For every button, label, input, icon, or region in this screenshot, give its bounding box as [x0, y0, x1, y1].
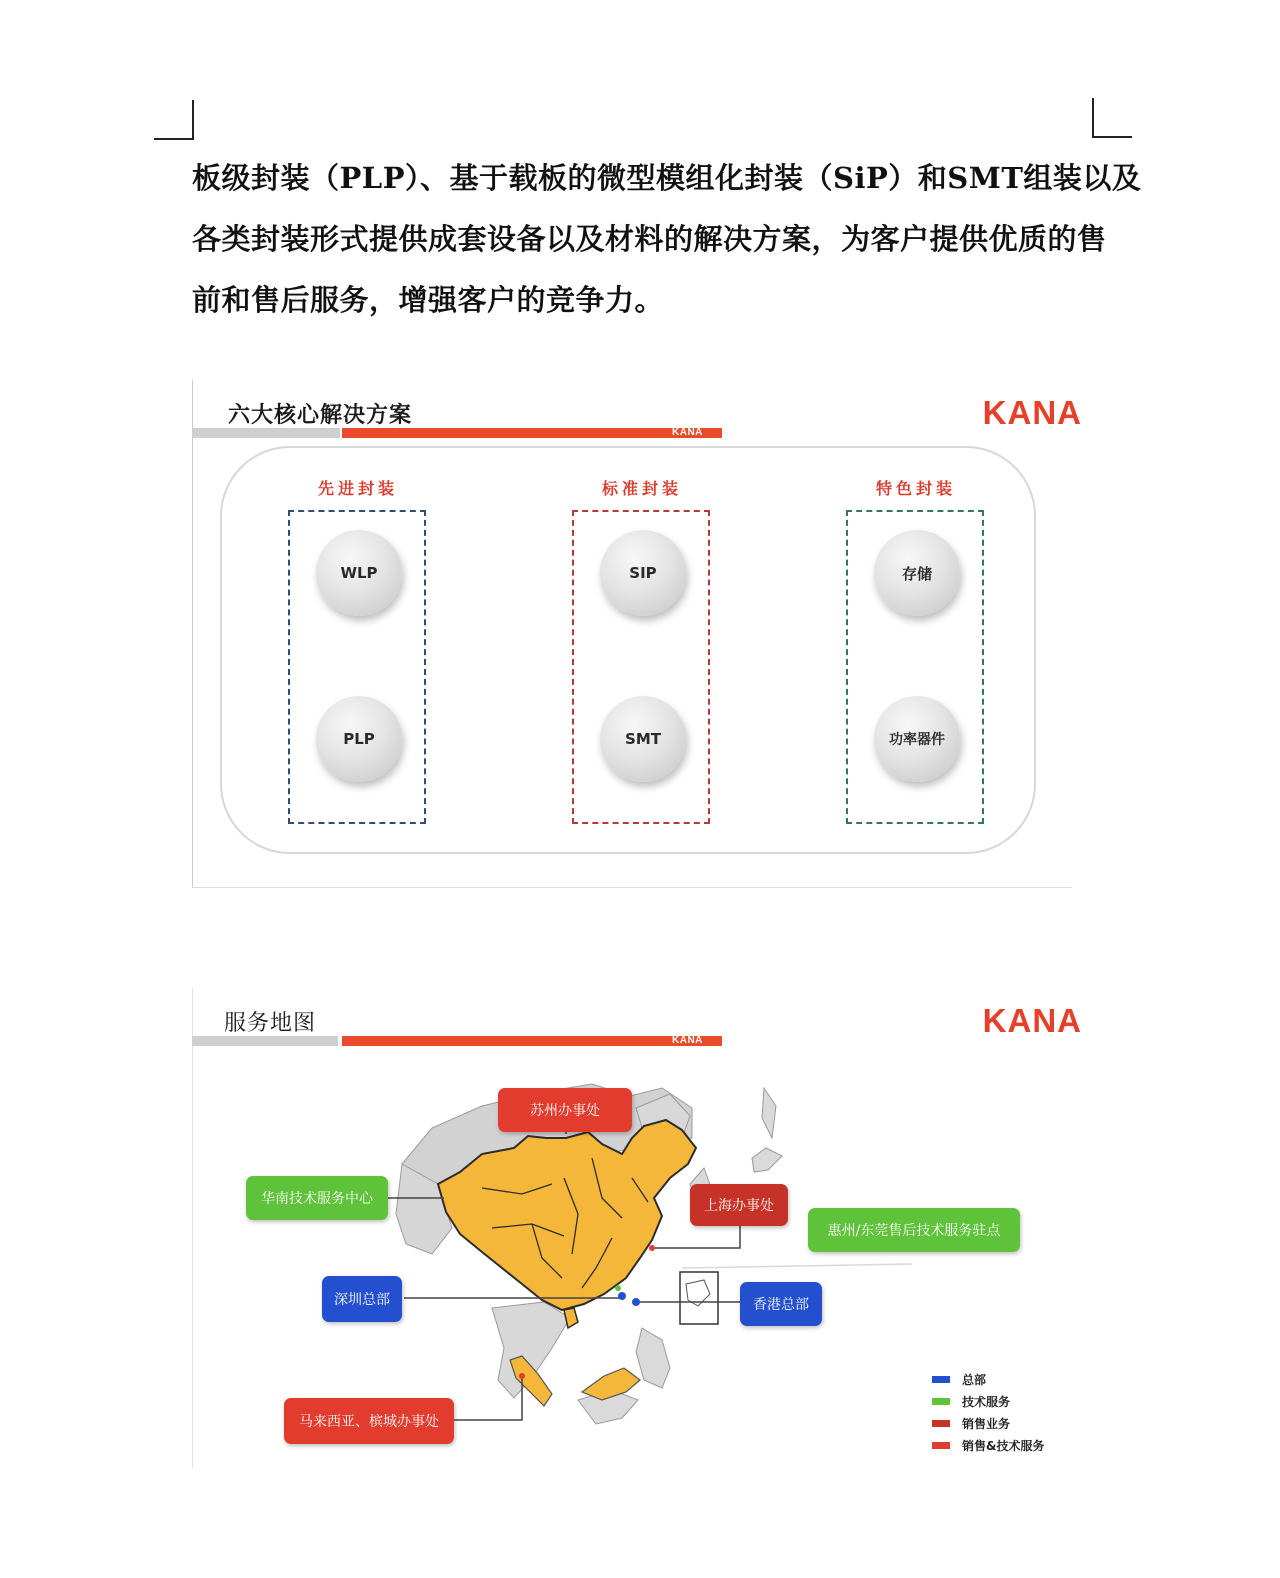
location-dot	[618, 1292, 626, 1300]
group-box-advanced	[288, 510, 426, 824]
label-suzhou-office: 苏州办事处	[498, 1088, 632, 1132]
body-paragraph	[192, 150, 1142, 333]
bar-logo-tag: KANA	[672, 427, 703, 438]
slide-title: 服务地图	[224, 1011, 317, 1036]
legend-item	[932, 1390, 1044, 1412]
solution-ball-sip: SIP	[600, 530, 686, 616]
label-huizhou-dongguan-service: 惠州/东莞售后技术服务驻点	[808, 1208, 1020, 1252]
legend-swatch	[932, 1376, 950, 1383]
legend-label: 总部	[962, 1372, 987, 1387]
legend-item	[932, 1412, 1044, 1434]
solution-ball-storage: 存储	[874, 530, 960, 616]
paragraph-line: 各类封装形式提供成套设备以及材料的解决方案，为客户提供优质的售	[192, 222, 1107, 256]
legend-swatch	[932, 1420, 950, 1427]
kana-logo: KANA	[982, 394, 1082, 431]
paragraph-line: 板级封装（PLP）、基于载板的微型模组化封装（SiP）和SMT组装以及	[192, 161, 1142, 195]
core-solutions-slide	[192, 380, 1082, 888]
location-dot	[615, 1285, 621, 1291]
neighbor-land	[636, 1328, 670, 1388]
legend-swatch	[932, 1442, 950, 1449]
legend-swatch	[932, 1398, 950, 1405]
group-title-advanced: 先进封装	[317, 479, 398, 498]
solution-ball-plp: PLP	[316, 696, 402, 782]
slide-border	[192, 380, 193, 888]
location-dot	[649, 1245, 655, 1251]
kana-logo: KANA	[982, 1002, 1082, 1039]
bar-logo-tag: KANA	[672, 1035, 703, 1046]
neighbor-land	[752, 1148, 782, 1172]
crop-mark-top-left	[154, 100, 194, 140]
label-shenzhen-hq: 深圳总部	[322, 1276, 402, 1322]
solution-ball-smt: SMT	[600, 696, 686, 782]
faint-divider	[682, 1264, 912, 1268]
label-malaysia-penang-office: 马来西亚、槟城办事处	[284, 1398, 454, 1444]
legend-label: 销售业务	[962, 1416, 1011, 1431]
paragraph-line: 前和售后服务，增强客户的竞争力。	[192, 283, 665, 317]
crop-mark-top-right	[1092, 98, 1132, 138]
group-box-special	[846, 510, 984, 824]
malaysia-region	[582, 1368, 640, 1400]
title-bar-red	[342, 428, 722, 438]
legend-item	[932, 1434, 1044, 1456]
location-dot	[632, 1298, 640, 1306]
group-title-standard: 标准封装	[601, 479, 682, 498]
connector-line	[652, 1224, 740, 1248]
neighbor-land	[762, 1088, 776, 1138]
slide-border	[192, 887, 1072, 888]
map-legend	[932, 1368, 1044, 1456]
service-map-slide	[192, 988, 1082, 1468]
label-shanghai-office: 上海办事处	[690, 1184, 788, 1226]
label-huanan-tech-center: 华南技术服务中心	[246, 1176, 388, 1220]
inset-map	[680, 1272, 718, 1324]
group-box-standard	[572, 510, 710, 824]
legend-label: 销售&技术服务	[962, 1438, 1045, 1453]
solution-ball-power-device: 功率器件	[874, 696, 960, 782]
group-title-special: 特色封装	[875, 479, 956, 498]
location-dot	[519, 1373, 525, 1379]
legend-label: 技术服务	[962, 1394, 1011, 1409]
title-bar-gray	[192, 428, 340, 438]
label-hongkong-hq: 香港总部	[740, 1282, 822, 1326]
legend-item	[932, 1368, 1044, 1390]
slide-title: 六大核心解决方案	[228, 403, 413, 428]
solution-ball-wlp: WLP	[316, 530, 402, 616]
